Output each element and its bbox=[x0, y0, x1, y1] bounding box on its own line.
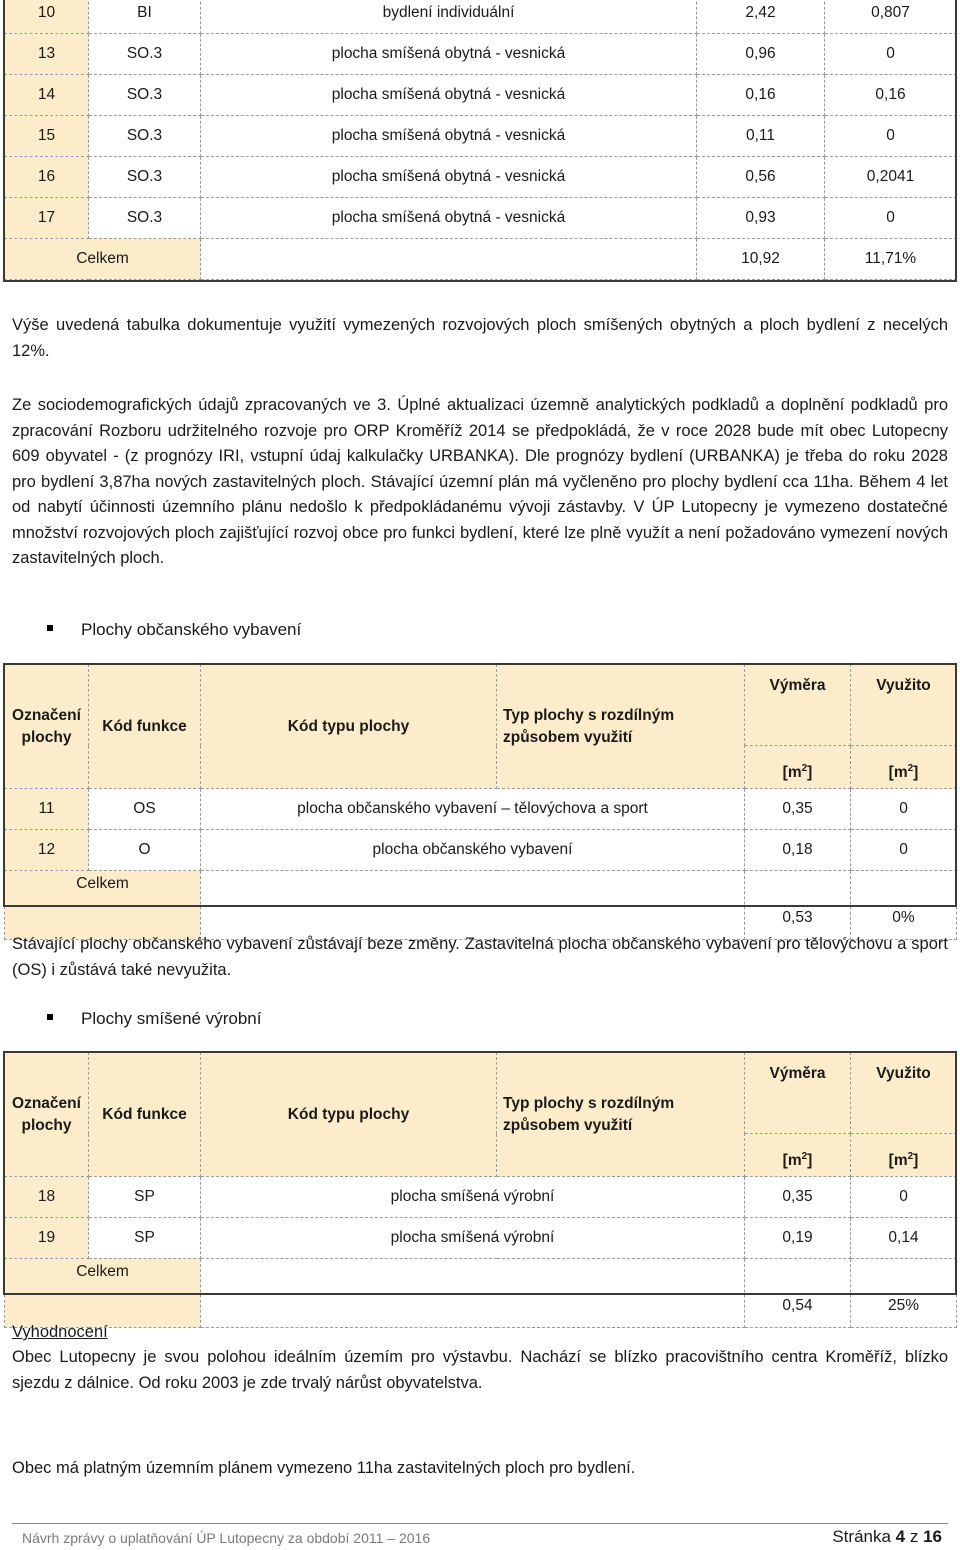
cell-used: 0 bbox=[851, 1177, 957, 1218]
cell-used: 0 bbox=[825, 116, 957, 157]
cell-code: SP bbox=[89, 1218, 201, 1259]
table-row bbox=[5, 116, 957, 157]
table-row bbox=[5, 0, 957, 34]
evaluation-heading bbox=[12, 1320, 948, 1346]
total-used: 25% bbox=[851, 1259, 957, 1328]
total-area: 0,53 bbox=[745, 871, 851, 940]
cell-used: 0 bbox=[851, 789, 957, 830]
cell-used: 0,14 bbox=[851, 1218, 957, 1259]
total-used: 0% bbox=[851, 871, 957, 940]
table-row bbox=[5, 1218, 957, 1259]
cell-used: 0,2041 bbox=[825, 157, 957, 198]
total-row bbox=[5, 871, 957, 940]
cell-area: 0,56 bbox=[697, 157, 825, 198]
cell-code: SO.3 bbox=[89, 116, 201, 157]
cell-id: 11 bbox=[5, 789, 89, 830]
cell-used: 0 bbox=[825, 198, 957, 239]
header-type-code: Kód typu plochy bbox=[201, 1053, 497, 1177]
table-row bbox=[5, 75, 957, 116]
header-used: Využito bbox=[851, 1053, 957, 1134]
cell-type: plocha občanského vybavení bbox=[201, 830, 745, 871]
total-area: 10,92 bbox=[697, 239, 825, 280]
header-id: Označení plochy bbox=[5, 1053, 89, 1177]
header-id: Označení plochy bbox=[5, 665, 89, 789]
cell-area: 0,96 bbox=[697, 34, 825, 75]
header-row bbox=[5, 1053, 957, 1134]
cell-area: 0,35 bbox=[745, 1177, 851, 1218]
cell-type: plocha smíšená obytná - vesnická bbox=[201, 75, 697, 116]
total-label: Celkem bbox=[5, 239, 201, 280]
cell-type: bydlení individuální bbox=[201, 0, 697, 34]
cell-code: OS bbox=[89, 789, 201, 830]
header-type-code: Kód typu plochy bbox=[201, 665, 497, 789]
evaluation-heading-text: Vyhodnocení bbox=[12, 1323, 108, 1341]
table-row bbox=[5, 34, 957, 75]
cell-type: plocha smíšená obytná - vesnická bbox=[201, 198, 697, 239]
total-used: 11,71% bbox=[825, 239, 957, 280]
cell-id: 16 bbox=[5, 157, 89, 198]
cell-id: 14 bbox=[5, 75, 89, 116]
cell-used: 0,807 bbox=[825, 0, 957, 34]
bullet-icon bbox=[47, 625, 53, 631]
paragraph-evaluation: Obec Lutopecny je svou polohou ideálním územím pro výstavbu. Nachází se blízko pracovištního centra Kroměříž, blízko sjezdu z dálnice. Od roku 2003 je zde trvalý nárůst obyvatelstva. bbox=[12, 1348, 948, 1392]
cell-id: 18 bbox=[5, 1177, 89, 1218]
cell-code: SP bbox=[89, 1177, 201, 1218]
header-area: Výměra bbox=[745, 1053, 851, 1134]
cell-id: 13 bbox=[5, 34, 89, 75]
cell-code: SO.3 bbox=[89, 157, 201, 198]
table-row bbox=[5, 198, 957, 239]
total-row bbox=[5, 1259, 957, 1328]
cell-id: 12 bbox=[5, 830, 89, 871]
production-table bbox=[4, 1052, 957, 1328]
footer-divider bbox=[12, 1523, 948, 1524]
total-label: Celkem bbox=[5, 871, 201, 940]
cell-type: plocha smíšená výrobní bbox=[201, 1218, 745, 1259]
header-row bbox=[5, 665, 957, 746]
header-code: Kód funkce bbox=[89, 1053, 201, 1177]
header-area: Výměra bbox=[745, 665, 851, 746]
footer-title: Návrh zprávy o uplatňování ÚP Lutopecny za období 2011 – 2016 bbox=[22, 1530, 431, 1546]
cell-area: 0,16 bbox=[697, 75, 825, 116]
cell-used: 0 bbox=[825, 34, 957, 75]
total-empty bbox=[201, 239, 697, 280]
section-heading-production bbox=[47, 1009, 261, 1029]
header-used: Využito bbox=[851, 665, 957, 746]
cell-area: 0,93 bbox=[697, 198, 825, 239]
cell-code: SO.3 bbox=[89, 75, 201, 116]
table-row bbox=[5, 789, 957, 830]
cell-used: 0 bbox=[851, 830, 957, 871]
residential-table bbox=[4, 0, 957, 280]
paragraph-plan: Obec má platným územním plánem vymezeno 11ha zastavitelných ploch pro bydlení. bbox=[12, 1459, 636, 1477]
header-used-unit: $[m^2]$ bbox=[851, 746, 957, 789]
cell-used: 0,16 bbox=[825, 75, 957, 116]
cell-area: 0,19 bbox=[745, 1218, 851, 1259]
total-empty bbox=[201, 1259, 745, 1328]
total-empty bbox=[201, 871, 745, 940]
section-heading-text: Plochy občanského vybavení bbox=[81, 620, 302, 639]
cell-id: 17 bbox=[5, 198, 89, 239]
paragraph-usage: Výše uvedená tabulka dokumentuje využití vymezených rozvojových ploch smíšených obytných a ploch bydlení z necelých 12%. bbox=[12, 316, 948, 360]
footer-page-number: Stránka 4 z 16 bbox=[832, 1527, 942, 1546]
section-heading-civic bbox=[47, 620, 301, 640]
bullet-icon bbox=[47, 1014, 53, 1020]
header-area-unit: $[m^2]$ bbox=[745, 746, 851, 789]
cell-id: 19 bbox=[5, 1218, 89, 1259]
cell-code: O bbox=[89, 830, 201, 871]
header-type: Typ plochy s rozdílným způsobem využití bbox=[497, 665, 745, 789]
header-type: Typ plochy s rozdílným způsobem využití bbox=[497, 1053, 745, 1177]
header-code: Kód funkce bbox=[89, 665, 201, 789]
cell-id: 15 bbox=[5, 116, 89, 157]
paragraph-sociodemographic: Ze sociodemografických údajů zpracovaných ve 3. Úplné aktualizaci územně analytických podkladů a doplnění podkladů pro zpracování Rozboru udržitelného rozvoje pro ORP Kroměříž 2014 se předpokládá, že v roce 2028 bude mít obec Lutopecny 609 obyvatel - (z prognózy IRI, vstupní údaj kalkulačky URBANKA). Dle prognózy bydlení (URBANKA) je třeba do roku 2028 pro bydlení 3,87ha nových zastavitelných ploch. Stávající územní plán má vyčleněno pro plochy bydlení cca 11ha. Během 4 let od nabytí účinnosti územního plánu nedošlo k předpokládanému vývoji zástavby. V ÚP Lutopecny je vymezeno dostatečné množství rozvojových ploch zajišťující rozvoj obce pro funkci bydlení, které lze plně využít a není požadováno vymezení nových zastavitelných ploch. bbox=[12, 396, 948, 567]
cell-id: 10 bbox=[5, 0, 89, 34]
cell-type: plocha smíšená obytná - vesnická bbox=[201, 34, 697, 75]
cell-area: 0,18 bbox=[745, 830, 851, 871]
cell-type: plocha smíšená výrobní bbox=[201, 1177, 745, 1218]
civic-table bbox=[4, 664, 957, 940]
cell-area: 0,35 bbox=[745, 789, 851, 830]
cell-code: BI bbox=[89, 0, 201, 34]
cell-area: 0,11 bbox=[697, 116, 825, 157]
cell-type: plocha smíšená obytná - vesnická bbox=[201, 157, 697, 198]
table-row bbox=[5, 1177, 957, 1218]
section-heading-text: Plochy smíšené výrobní bbox=[81, 1009, 262, 1028]
paragraph-civic: Stávající plochy občanského vybavení zůstávají beze změny. Zastavitelná plocha občanského vybavení pro tělovýchovu a sport (OS) i zůstává také nevyužita. bbox=[12, 935, 948, 979]
cell-code: SO.3 bbox=[89, 34, 201, 75]
total-area: 0,54 bbox=[745, 1259, 851, 1328]
total-row bbox=[5, 239, 957, 280]
table-row bbox=[5, 157, 957, 198]
header-used-unit: $[m^2]$ bbox=[851, 1134, 957, 1177]
header-area-unit: $[m^2]$ bbox=[745, 1134, 851, 1177]
cell-code: SO.3 bbox=[89, 198, 201, 239]
table-row bbox=[5, 830, 957, 871]
cell-area: 2,42 bbox=[697, 0, 825, 34]
cell-type: plocha smíšená obytná - vesnická bbox=[201, 116, 697, 157]
cell-type: plocha občanského vybavení – tělovýchova a sport bbox=[201, 789, 745, 830]
total-label: Celkem bbox=[5, 1259, 201, 1328]
